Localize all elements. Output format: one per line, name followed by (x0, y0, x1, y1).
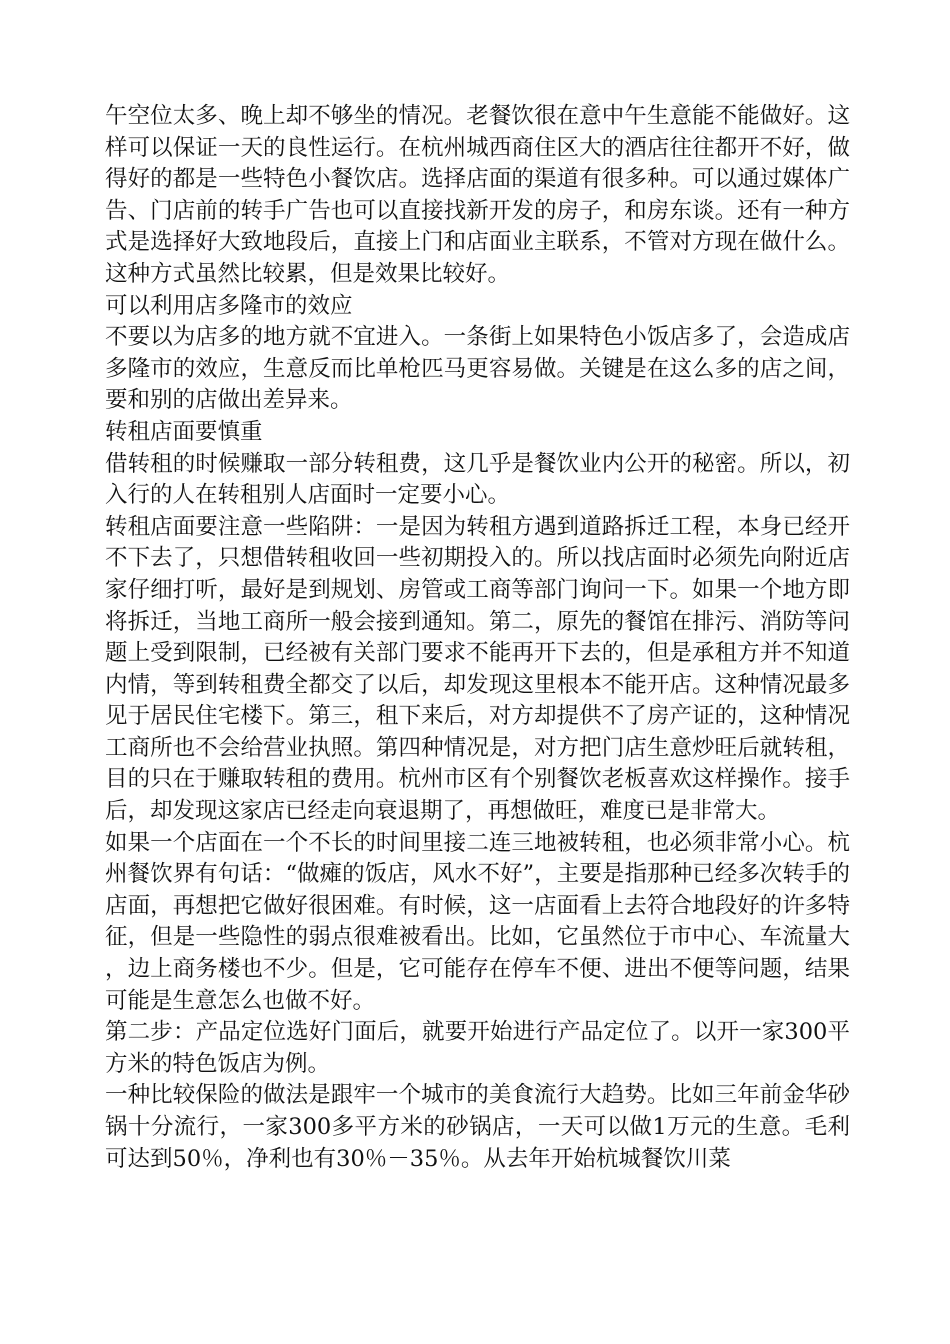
paragraph: 一种比较保险的做法是跟牢一个城市的美食流行大趋势。比如三年前金华砂锅十分流行，一家300多平方米的砂锅店，一天可以做1万元的生意。毛利可达到50％，净利也有30％－35％。从去年开始杭城餐饮川菜 (105, 1082, 850, 1172)
section-heading: 转租店面要慎重 (105, 418, 263, 445)
paragraph: 午空位太多、晚上却不够坐的情况。老餐饮很在意中午生意能不能做好。这样可以保证一天的良性运行。在杭州城西商住区大的酒店往往都开不好，做得好的都是一些特色小餐饮店。选择店面的渠道有很多种。可以通过媒体广告、门店前的转手广告也可以直接找新开发的房子，和房东谈。还有一种方式是选择好大致地段后，直接上门和店面业主联系，不管对方现在做什么。这种方式虽然比较累，但是效果比较好。 (105, 103, 850, 287)
paragraph: 如果一个店面在一个不长的时间里接二连三地被转租，也必须非常小心。杭州餐饮界有句话：“做瘫的饭店，风水不好”，主要是指那种已经多次转手的店面，再想把它做好很困难。有时候，这一店面看上去符合地段好的许多特征，但是一些隐性的弱点很难被看出。比如，它虽然位于市中心、车流量大，边上商务楼也不少。但是，它可能存在停车不便、进出不便等问题，结果可能是生意怎么也做不好。 (105, 829, 850, 1014)
paragraph: 借转租的时候赚取一部分转租费，这几乎是餐饮业内公开的秘密。所以，初入行的人在转租别人店面时一定要小心。 (105, 450, 850, 509)
document-page (105, 101, 850, 1175)
paragraph: 转租店面要注意一些陷阱：一是因为转租方遇到道路拆迁工程，本身已经开不下去了，只想借转租收回一些初期投入的。所以找店面时必须先向附近店家仔细打听，最好是到规划、房管或工商等部门询问一下。如果一个地方即将拆迁，当地工商所一般会接到通知。第二，原先的餐馆在排污、消防等问题上受到限制，已经被有关部门要求不能再开下去的，但是承租方并不知道内情，等到转租费全都交了以后，却发现这里根本不能开店。这种情况最多见于居民住宅楼下。第三，租下来后，对方却提供不了房产证的，这种情况工商所也不会给营业执照。第四种情况是，对方把门店生意炒旺后就转租，目的只在于赚取转租的费用。杭州市区有个别餐饮老板喜欢这样操作。接手后，却发现这家店已经走向衰退期了，再想做旺，难度已是非常大。 (105, 513, 850, 825)
paragraph: 不要以为店多的地方就不宜进入。一条街上如果特色小饭店多了，会造成店多隆市的效应，生意反而比单枪匹马更容易做。关键是在这么多的店之间，要和别的店做出差异来。 (105, 324, 850, 414)
paragraph: 第二步：产品定位选好门面后，就要开始进行产品定位了。以开一家300平方米的特色饭店为例。 (105, 1019, 850, 1077)
section-heading: 可以利用店多隆市的效应 (105, 292, 353, 319)
